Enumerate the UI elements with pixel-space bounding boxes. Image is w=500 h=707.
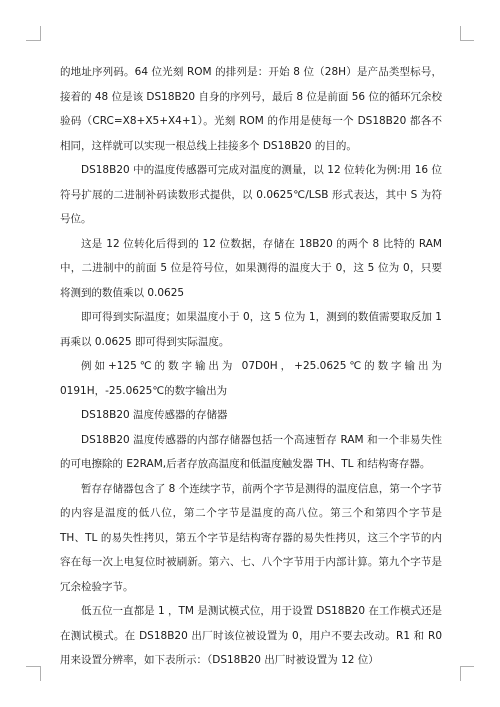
paragraph: 即可得到实际温度；如果温度小于 0，这 5 位为 1，测到的数值需要取反加 1 再乘以 0.0625 即可得到实际温度。 <box>60 311 442 348</box>
crop-mark-top-left-h <box>26 40 40 41</box>
crop-mark-bottom-right-h <box>460 666 474 667</box>
crop-mark-bottom-left-h <box>26 666 40 667</box>
paragraph: DS18B20 中的温度传感器可完成对温度的测量，以 12 位转化为例:用 16 位符号扩展的二进制补码读数形式提供，以 0.0625℃/LSB 形式表达，其中 S 为符号位。 <box>60 164 442 225</box>
paragraph: 暂存存储器包含了 8 个连续字节，前两个字节是测得的温度信息，第一个字节的内容是温度的低八位，第二个字节是温度的高八位。第三个和第四个字节是 TH、TL 的易失性拷贝，第五个字节是结构寄存器的易失性拷贝，这三个字节的内容在每一次上电复位时被刷新。第六、七、八个字节用于内部计算。第九个字节是冗余检验字节。 <box>60 482 442 593</box>
crop-mark-top-left-v <box>40 26 41 41</box>
section-heading: DS18B20 温度传感器的存储器 <box>81 409 228 421</box>
document-body <box>60 60 442 673</box>
paragraph: 这是 12 位转化后得到的 12 位数据，存储在 18B20 的两个 8 比特的 RAM 中，二进制中的前面 5 位是符号位，如果测得的温度大于 0，这 5 位为 0，只要将测到的数值乘以 0.0625 <box>60 237 442 299</box>
paragraph: 低五位一直都是 1 ，TM 是测试模式位，用于设置 DS18B20 在工作模式还是在测试模式。在 DS18B20 出厂时该位被设置为 0，用户不要去改动。R1 和 R0 用来设置分辨率，如下表所示：（DS18B20 出厂时被设置为 12 位） <box>60 605 442 666</box>
crop-mark-top-right-v <box>460 26 461 41</box>
crop-mark-top-right-h <box>460 40 474 41</box>
paragraph: DS18B20 温度传感器的内部存储器包括一个高速暂存 RAM 和一个非易失性的可电擦除的 E2RAM,后者存放高温度和低温度触发器 TH、TL 和结构寄存器。 <box>60 433 442 470</box>
crop-mark-bottom-left-v <box>40 666 41 681</box>
paragraph: 的地址序列码。64 位光刻 ROM 的排列是：开始 8 位（28H）是产品类型标号，接着的 48 位是该 DS18B20 自身的序列号，最后 8 位是前面 56 位的循环冗余校验码（CRC=X8+X5+X4+1）。光刻 ROM 的作用是使每一个 DS18B20 都各不相同，这样就可以实现一根总线上挂接多个 DS18B20 的目的。 <box>60 66 442 152</box>
paragraph: 例如+125℃的数字输出为 07D0H，+25.0625℃的数字输出为 0191H，-25.0625℃的数字输出为 <box>60 360 442 397</box>
crop-mark-bottom-right-v <box>460 666 461 681</box>
